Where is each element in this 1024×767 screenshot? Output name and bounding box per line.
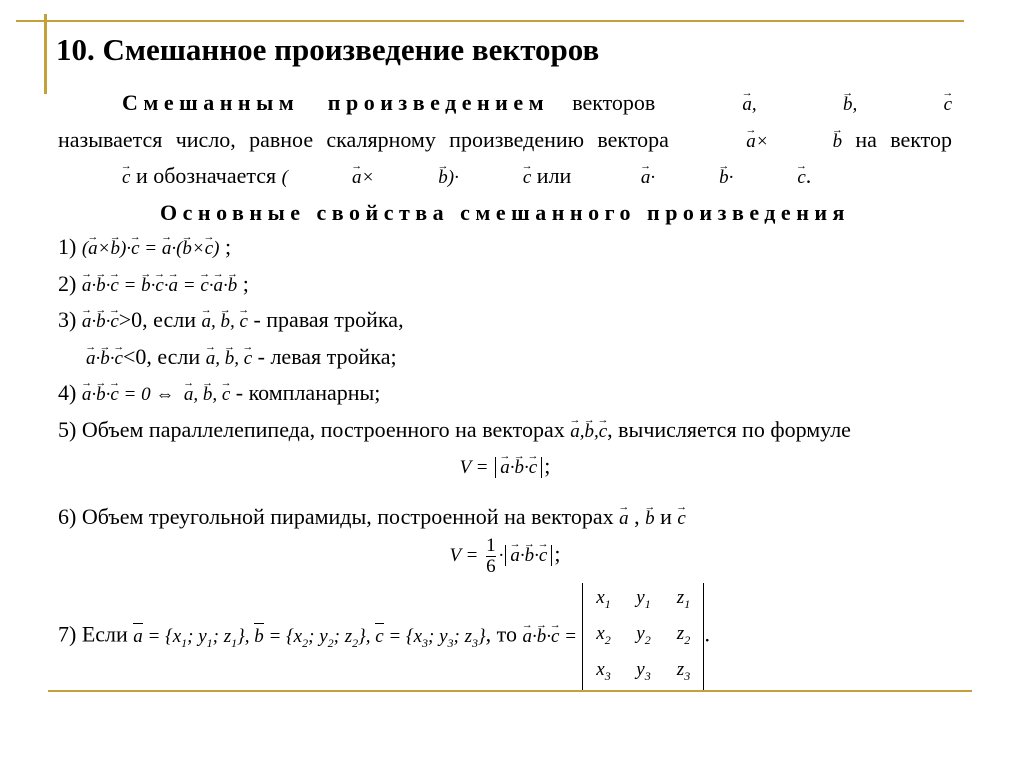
properties-heading: Основные свойства смешанного произведения <box>160 199 850 225</box>
bottom-rule <box>48 690 972 692</box>
slide-body <box>58 86 952 690</box>
term: Смешанным произведением <box>122 90 550 115</box>
property-7: 7) Если $a = \{x_1$; $y_1$; $z_1$}, $b = \{x_2$; $y_2$; $z_2$}, $c = \{x_3$; $y_3$; $z_3$}, то → a·→ b·→ c = $x_1$ $y_1$ $z_1$ $x_2$ $y_2$ $z_2$ $x_3$ $y_3$ $z_3$ . <box>58 583 952 690</box>
property-5: 5) Объем параллелепипеда, построенного на векторах → a,→ b,→ c, вычисляется по формуле <box>58 413 952 450</box>
property-3b: → a·→ b·→ c<0, если → a, → b, → c - левая тройка; <box>58 340 952 377</box>
top-rule <box>16 20 964 22</box>
left-accent-bar <box>44 14 47 94</box>
definition-paragraph: Смешанным произведением векторов → a, → b, → c называется число, равное скалярному произведению вектора → a×→ b на вектор → c и обозначается (→ a×→ b)·→ c или → a·→ b·→ c. <box>58 86 952 196</box>
pyramid-formula: V = $\frac{1}{6}$ ·→ a·→ b·→ c ; <box>58 536 952 577</box>
volume-formula: V = → a·→ b·→ c ; <box>58 449 952 486</box>
slide-title: 10. Смешанное произведение векторов <box>56 32 600 67</box>
property-2: 2) → a·→ b·→ c = → b·→ c·→ a = → c·→ a·→ b ; <box>58 267 952 304</box>
property-6: 6) Объем треугольной пирамиды, построенной на векторах → a , → b и → c <box>58 500 952 537</box>
cross-product-ab: → a×→ b <box>682 131 842 152</box>
property-3a: 3) → a·→ b·→ c>0, если → a, → b, → c - правая тройка, <box>58 303 952 340</box>
notation-2: → a·→ b·→ c <box>577 167 806 188</box>
property-1: 1) (→ a×→ b)·→ c = → a·(→ b×→ c) ; <box>58 230 952 267</box>
property-4: 4) → a·→ b·→ c = 0 ⇔ → a, → b, → c - компланарны; <box>58 376 952 413</box>
notation-1: (→ a×→ b)·→ c <box>282 167 532 188</box>
vectors-abc: → a, → b, → c <box>678 94 952 115</box>
determinant: $x_1$ $y_1$ $z_1$ $x_2$ $y_2$ $z_2$ $x_3$ $y_3$ $z_3$ <box>582 583 704 690</box>
